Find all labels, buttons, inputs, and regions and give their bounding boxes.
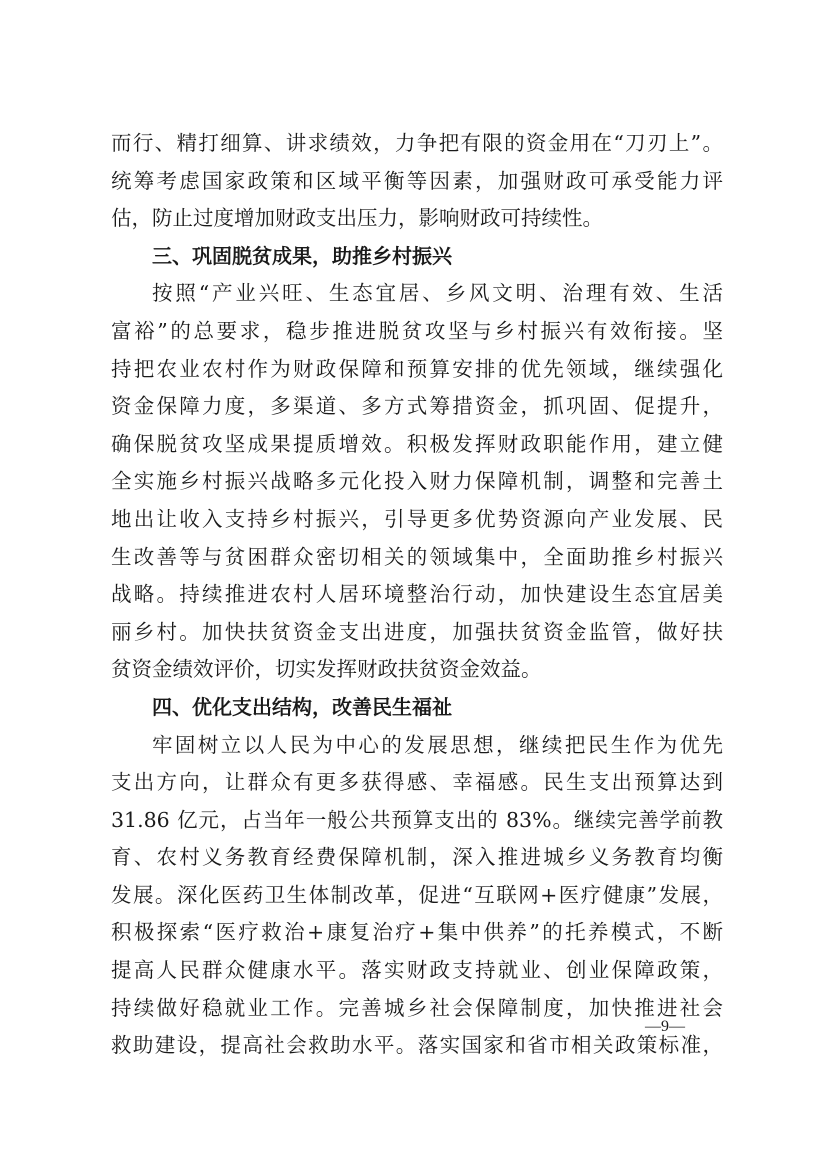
page-number: —9— [645,1018,685,1035]
body-text [111,125,723,1065]
text-line: 发展。深化医药卫生体制改革，促进“互联网+医疗健康”发展， [111,882,723,907]
text-line: 富裕”的总要求，稳步推进脱贫攻坚与乡村振兴有效衔接。坚 [111,318,723,343]
section-heading-3: 三、巩固脱贫成果，助推乡村振兴 [152,243,452,268]
text-line: 持把农业农村作为财政保障和预算安排的优先领域，继续强化 [111,356,723,381]
text-line: 统筹考虑国家政策和区域平衡等因素，加强财政可承受能力评 [111,168,723,193]
text-line: 支出方向，让群众有更多获得感、幸福感。民生支出预算达到 [111,770,723,795]
text-line: 确保脱贫攻坚成果提质增效。积极发挥财政职能作用，建立健 [111,431,723,456]
text-line: 战略。持续推进农村人居环境整治行动，加快建设生态宜居美 [111,582,723,607]
text-line: 积极探索“医疗救治+康复治疗+集中供养”的托养模式，不断 [111,920,723,945]
text-line: 提高人民群众健康水平。落实财政支持就业、创业保障政策， [111,958,723,983]
text-line: 而行、精打细算、讲求绩效，力争把有限的资金用在“刀刃上”。 [111,131,723,155]
text-line: 按照“产业兴旺、生态宜居、乡风文明、治理有效、生活 [152,281,723,306]
text-line: 贫资金绩效评价，切实发挥财政扶贫资金效益。 [111,657,542,682]
text-line: 生改善等与贫困群众密切相关的领域集中，全面助推乡村振兴 [111,544,723,569]
text-line: 持续做好稳就业工作。完善城乡社会保障制度，加快推进社会 [111,995,723,1020]
text-line: 地出让收入支持乡村振兴，引导更多优势资源向产业发展、民 [111,506,723,531]
text-line: 资金保障力度，多渠道、多方式筹措资金，抓巩固、促提升， [111,394,723,419]
text-line: 救助建设，提高社会救助水平。落实国家和省市相关政策标准， [111,1033,723,1058]
text-line: 牢固树立以人民为中心的发展思想，继续把民生作为优先 [152,732,723,757]
text-line: 全实施乡村振兴战略多元化投入财力保障机制，调整和完善土 [111,469,723,494]
text-line: 育、农村义务教育经费保障机制，深入推进城乡义务教育均衡 [111,845,723,870]
text-line: 31.86 亿元，占当年一般公共预算支出的 83%。继续完善学前教 [111,807,723,832]
section-heading-4: 四、优化支出结构，改善民生福祉 [152,694,452,719]
text-line: 丽乡村。加快扶贫资金支出进度，加强扶贫资金监管，做好扶 [111,619,723,644]
text-line: 估，防止过度增加财政支出压力，影响财政可持续性。 [111,206,603,231]
